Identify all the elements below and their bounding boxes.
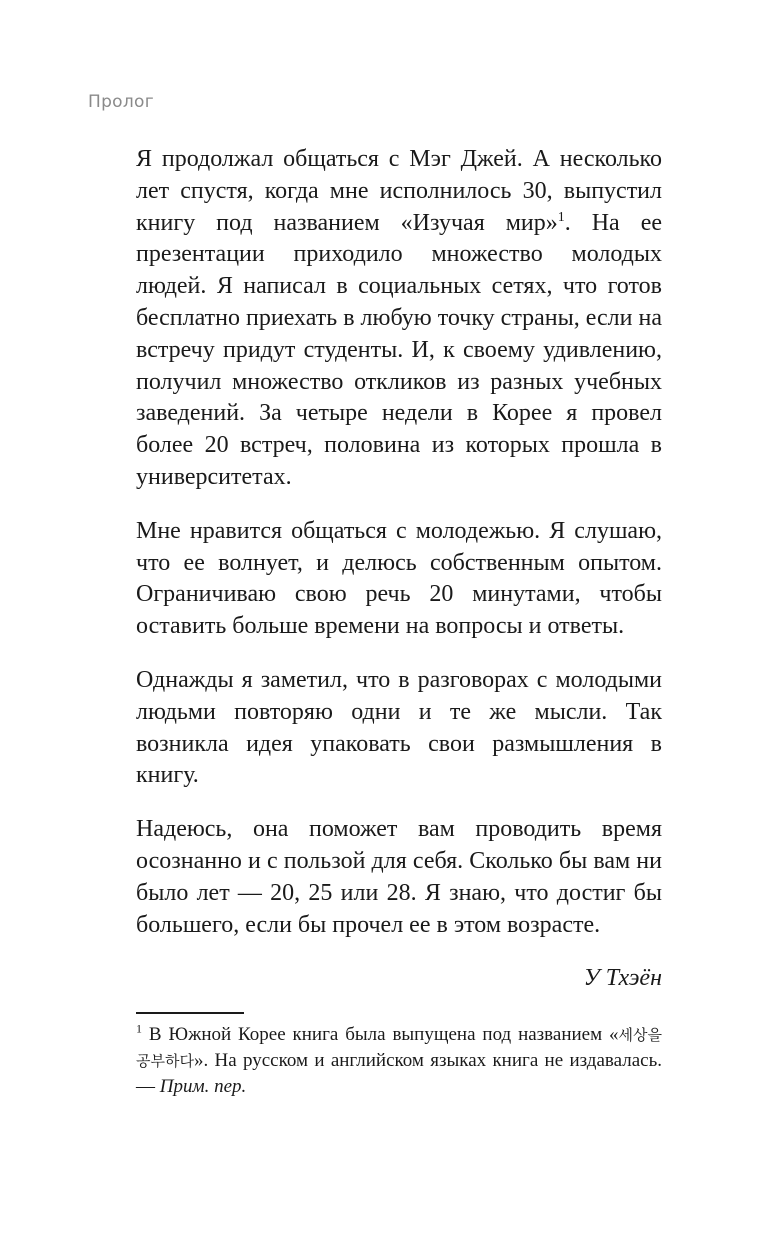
footnote-divider [136, 1012, 244, 1014]
paragraph-1 [136, 144, 662, 494]
footnote-text-a: В Южной Корее книга была выпущена под названием « [142, 1024, 619, 1045]
author-signature: У Тхэён [583, 965, 662, 992]
footnote-marker: 1 [136, 1021, 142, 1036]
footnote-text-b: ». На русском и английском языках книга не издавалась. — [136, 1050, 662, 1097]
translator-note-tag: Прим. пер. [159, 1076, 247, 1097]
main-text [136, 144, 662, 995]
korean-title: 세상을 공부하다 [136, 1026, 662, 1070]
paragraph-2: Мне нравится общаться с молодежью. Я слушаю, что ее волнует, и делюсь собственным опытом. Ограничиваю свою речь 20 минутами, чтобы оставить больше времени на вопросы и ответы. [136, 517, 662, 640]
footnote-reference[interactable]: 1 [557, 209, 565, 225]
paragraph-4: Надеюсь, она поможет вам проводить время осознанно и с пользой для себя. Сколько бы вам ни было лет — 20, 25 или 28. Я знаю, что достиг бы большего, если бы прочел ее в этом возрасте. [136, 816, 662, 938]
paragraph-1-text-b: . На ее презентации приходило множество молодых людей. Я написал в социальных сетях, что готов бесплатно приехать в любую точку страны, если на встречу придут студенты. И, к своему удивлению, получил множество откликов из разных учебных заведений. За четыре недели в Корее я провел более 20 встреч, половина из которых прошла в университетах. [136, 209, 662, 490]
running-head: Пролог [88, 92, 154, 112]
paragraph-3: Однажды я заметил, что в разговорах с молодыми людьми повторяю одни и те же мысли. Так возникла идея упаковать свои размышления в книгу. [136, 666, 662, 789]
paragraph-1-text-a: Я продолжал общаться с Мэг Джей. А несколько лет спустя, когда мне исполнилось 30, выпустил книгу под названием «Изучая мир» [136, 146, 662, 236]
footnote [136, 1022, 662, 1100]
